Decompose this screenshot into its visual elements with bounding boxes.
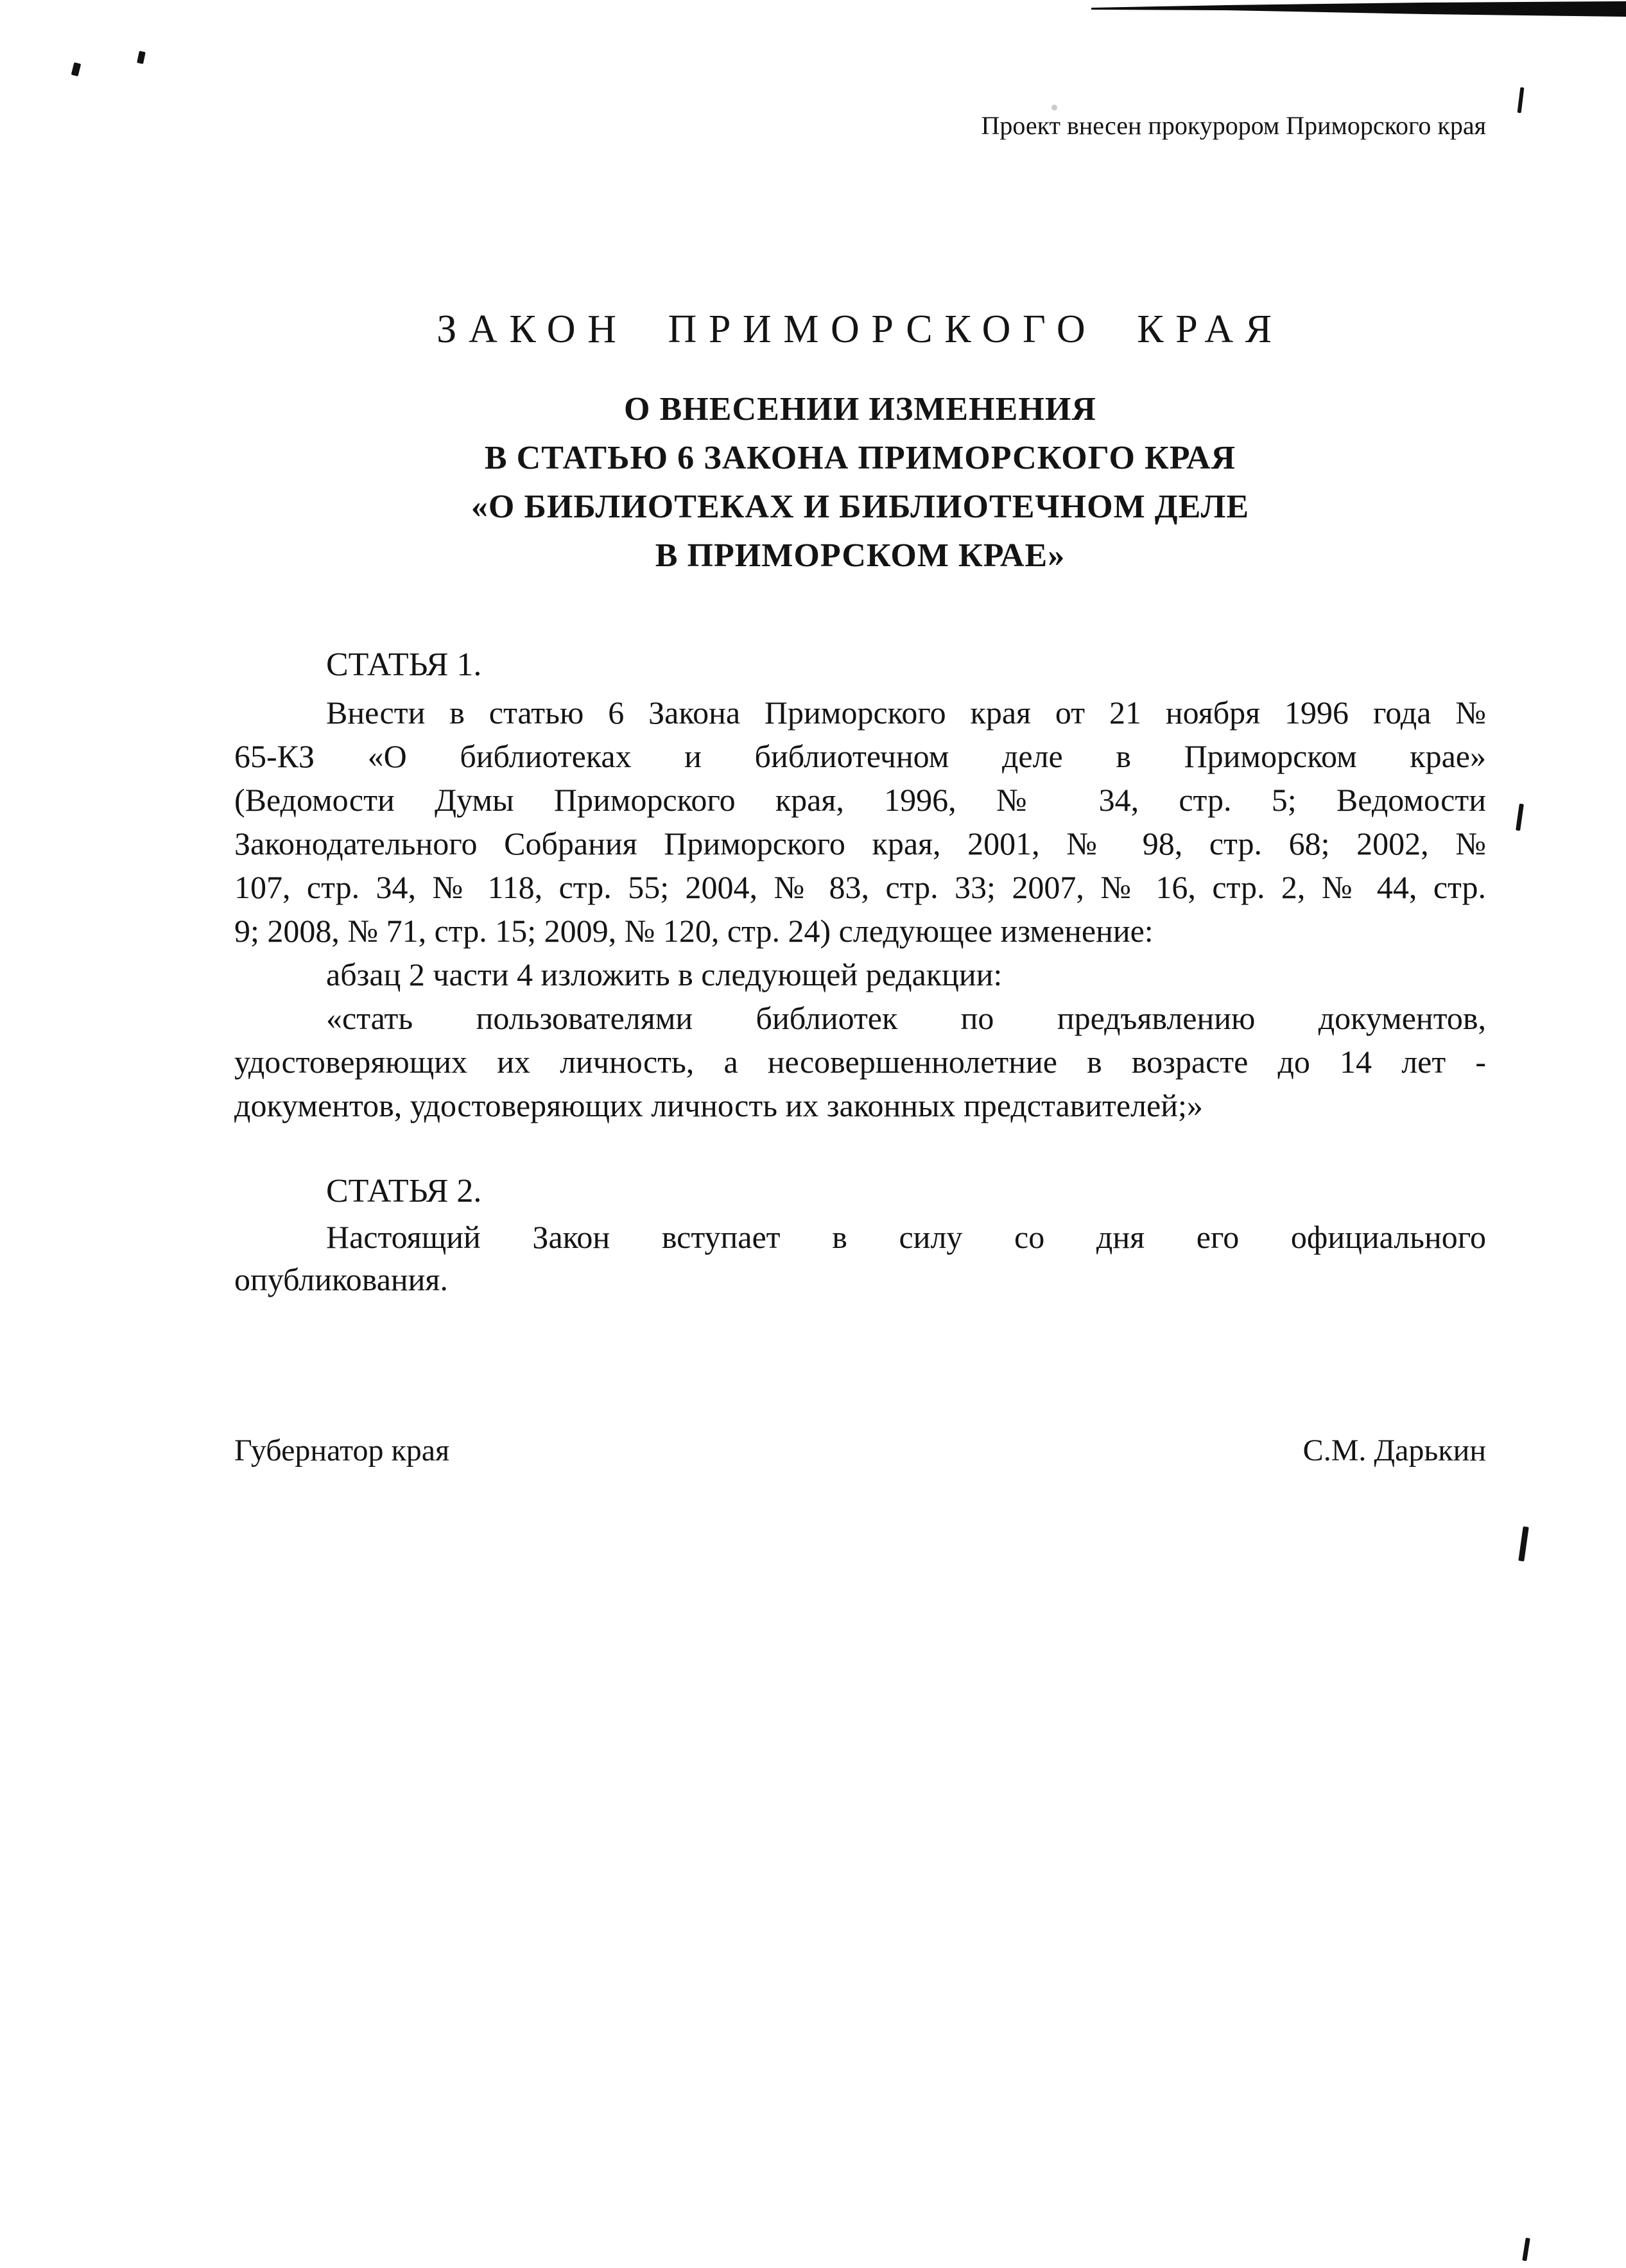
signature-row — [234, 1433, 1486, 1469]
article-1-line: Законодательного Собрания Приморского края, 2001, № 98, стр. 68; 2002, № — [234, 826, 1486, 861]
scan-speck — [71, 62, 82, 76]
law-subtitle-line: В СТАТЬЮ 6 ЗАКОНА ПРИМОРСКОГО КРАЯ — [484, 440, 1236, 476]
scan-speck — [1051, 105, 1057, 110]
article-1-line: удостоверяющих их личность, а несовершеннолетние в возрасте до 14 лет - — [234, 1044, 1486, 1080]
article-1-line: абзац 2 части 4 изложить в следующей редакции: — [326, 957, 1003, 992]
law-subtitle-line: «О БИБЛИОТЕКАХ И БИБЛИОТЕЧНОМ ДЕЛЕ — [471, 489, 1250, 525]
margin-tick — [1518, 1527, 1528, 1562]
article-1-line: (Ведомости Думы Приморского края, 1996, № 34, стр. 5; Ведомости — [234, 782, 1486, 818]
article-2-body — [234, 1216, 1486, 1301]
law-subtitle-line: В ПРИМОРСКОМ КРАЕ» — [655, 537, 1066, 574]
article-1-line: 107, стр. 34, № 118, стр. 55; 2004, № 83, стр. 33; 2007, № 16, стр. 2, № 44, стр. — [234, 869, 1486, 905]
article-1-line: документов, удостоверяющих личность их законных представителей;» — [234, 1087, 1203, 1123]
margin-tick — [1516, 804, 1524, 831]
margin-tick — [1518, 87, 1525, 113]
article-2-line: опубликования. — [234, 1261, 448, 1297]
law-subtitle — [234, 385, 1486, 580]
signature-name: С.М. Дарькин — [1302, 1433, 1486, 1467]
article-1-line: 9; 2008, № 71, стр. 15; 2009, № 120, стр. 24) следующее изменение: — [234, 913, 1154, 949]
law-title: ЗАКОН ПРИМОРСКОГО КРАЯ — [437, 307, 1284, 351]
margin-tick — [1522, 2238, 1530, 2262]
scan-speck — [137, 51, 146, 64]
law-subtitle-line: О ВНЕСЕНИИ ИЗМЕНЕНИЯ — [624, 391, 1096, 428]
article-1-heading: СТАТЬЯ 1. — [326, 646, 482, 683]
article-2-line: Настоящий Закон вступает в силу со дня его официального — [326, 1219, 1486, 1255]
header-note: Проект внесен прокурором Приморского края — [981, 111, 1486, 140]
article-1-body — [234, 691, 1486, 1127]
article-1-line: 65-КЗ «О библиотеках и библиотечном деле в Приморском крае» — [234, 738, 1486, 774]
signature-position-title: Губернатор края — [234, 1433, 450, 1467]
article-1-line: «стать пользователями библиотек по предъявлению документов, — [326, 1000, 1486, 1036]
article-1-line: Внести в статью 6 Закона Приморского края от 21 ноября 1996 года № — [326, 695, 1486, 731]
scan-edge-streak — [1091, 1, 1626, 18]
article-2-heading: СТАТЬЯ 2. — [326, 1173, 482, 1209]
